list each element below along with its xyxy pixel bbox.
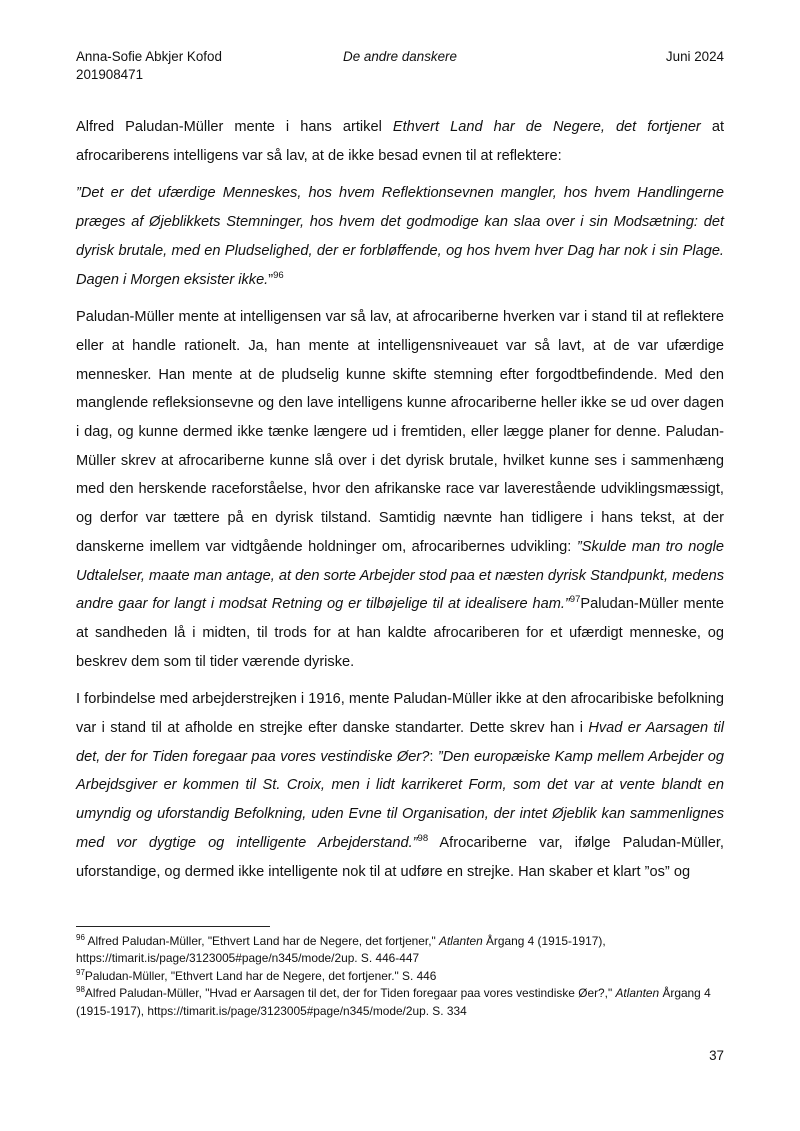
journal-title: Atlanten — [615, 986, 660, 1001]
paragraph-text: Alfred Paludan-Müller mente i hans artikel — [76, 119, 393, 135]
paragraph-text: Afrocariberne var, ifølge Paludan-Müller, uforstandige, og dermed ikke intelligente nok til at udføre en strejke. Han skaber et klart ”os” og — [76, 834, 724, 880]
footnote-text: Paludan-Müller, "Ethvert Land har de Negere, det fortjener." S. 446 — [84, 968, 437, 983]
body-text — [76, 113, 724, 895]
paragraph-2 — [76, 303, 724, 676]
paragraph-text: at afrocariberens intelligens var så lav, at de ikke besad evnen til at reflektere: — [76, 119, 724, 164]
author-name: Anna-Sofie Abkjer Kofod — [76, 49, 222, 64]
footnote-ref-96: 96 — [273, 269, 284, 281]
footnote-96 — [76, 933, 724, 968]
footnote-97 — [76, 968, 724, 985]
document-date: Juni 2024 — [665, 49, 724, 64]
footnote-number: 96 — [76, 933, 85, 942]
footnote-98 — [76, 985, 724, 1020]
footnote-number: 98 — [76, 985, 85, 995]
page-header — [76, 48, 724, 88]
block-quote-1 — [76, 179, 724, 294]
journal-title: Atlanten — [439, 934, 483, 948]
page-number: 37 — [709, 1048, 724, 1063]
paragraph-3 — [76, 685, 724, 886]
paragraph-1 — [76, 113, 724, 170]
footnote-number: 97 — [76, 967, 85, 977]
footnote-text: Årgang 4 (1915-1917), https://timarit.is/page/3123005#page/n345/mode/2up. S. 446-447 — [76, 934, 606, 966]
footnote-text: Alfred Paludan-Müller, "Hvad er Aarsagen til det, der for Tiden foregaar paa vores vestindiske Øer?," — [84, 986, 616, 1001]
footnote-separator — [76, 926, 270, 927]
quote-text: ”Det er det ufærdige Menneskes, hos hvem Reflektionsevnen mangler, hos hvem Handlingerne præges af Øjeblikkets Stemninger, hos hvem det godmodige kan slaa over i sin Modsætning: det dyrisk brutale, med en Pludselighed, der er forbløffende, og hos hvem hver Dag har nok i sin Plage. Dagen i Morgen eksister ikke. — [76, 185, 724, 288]
inline-quote: ”Skulde man tro nogle Udtalelser, maate man antage, at den sorte Arbejder stod paa et næsten dyrisk Standpunkt, medens andre gaar for langt i modsat Retning og er tilbøjelige til at idealisere ham.” — [76, 538, 724, 613]
footnotes — [76, 933, 724, 1020]
paragraph-text: Paludan-Müller mente at intelligensen var så lav, at afrocariberne hverken var i stand til at reflektere eller at handle rationelt. Ja, han mente at intelligensniveauet var så lavt, at de var ufærdige mennesker. Han mente at de pludselig kunne skifte stemning efter forgodtbefindende. Med den manglende refleksionsevne og den lave intelligens kunne afrocariberne heller ikke se ud over dagen i dag, og kunne dermed ikke tænke længere ud i fremtiden, eller lægge planer for denne. Paludan-Müller skrev at afrocariberne kunne slå over i det dyrisk brutale, hvilket kunne ses i sammenhæng med den herskende raceforståelse, hvor den afrikanske race var laverestående udviklingsmæssigt, og derfor var tættere på en dyrisk tilstand. Samtidig nævnte han tidligere i hans tekst, at der danskerne imellem var vidtgående holdninger om, afrocaribernes udvikling: — [76, 309, 724, 555]
document-title: De andre danskere — [343, 49, 457, 64]
paragraph-text: : — [429, 748, 438, 765]
student-id: 201908471 — [76, 67, 144, 82]
paragraph-text: Paludan-Müller mente at sandheden lå i midten, til trods for at han kaldte afrocariberen for et ufærdigt menneske, og beskrev dem som til tider værende dyriske. — [76, 596, 724, 670]
footnote-text: Alfred Paludan-Müller, "Ethvert Land har de Negere, det fortjener," — [84, 934, 440, 948]
article-title: Ethvert Land har de Negere, det fortjener — [392, 119, 701, 135]
quote-close: ” — [268, 271, 274, 288]
article-title: Hvad er Aarsagen til det, der for Tiden foregaar paa vores vestindiske Øer? — [76, 720, 724, 765]
footnote-ref-98: 98 — [417, 832, 429, 844]
paragraph-text: I forbindelse med arbejderstrejken i 1916, mente Paludan-Müller ikke at den afrocaribiske befolkning var i stand til at afholde en strejke efter danske standarter. Dette skrev han i — [76, 691, 724, 737]
footnote-ref-97: 97 — [569, 594, 581, 606]
inline-quote: ”Den europæiske Kamp mellem Arbejder og Arbejdsgiver er kommen til St. Croix, men i lidt karrikeret Form, som det var at vente blandt en umyndig og uforstandig Befolkning, uden Evne til Organisation, der intet Øjeblik kan sammenlignes med vor dygtige og intelligente Arbejderstand.” — [76, 748, 725, 851]
footnote-text: Årgang 4 (1915-1917), https://timarit.is/page/3123005#page/n345/mode/2up. S. 334 — [76, 986, 711, 1018]
